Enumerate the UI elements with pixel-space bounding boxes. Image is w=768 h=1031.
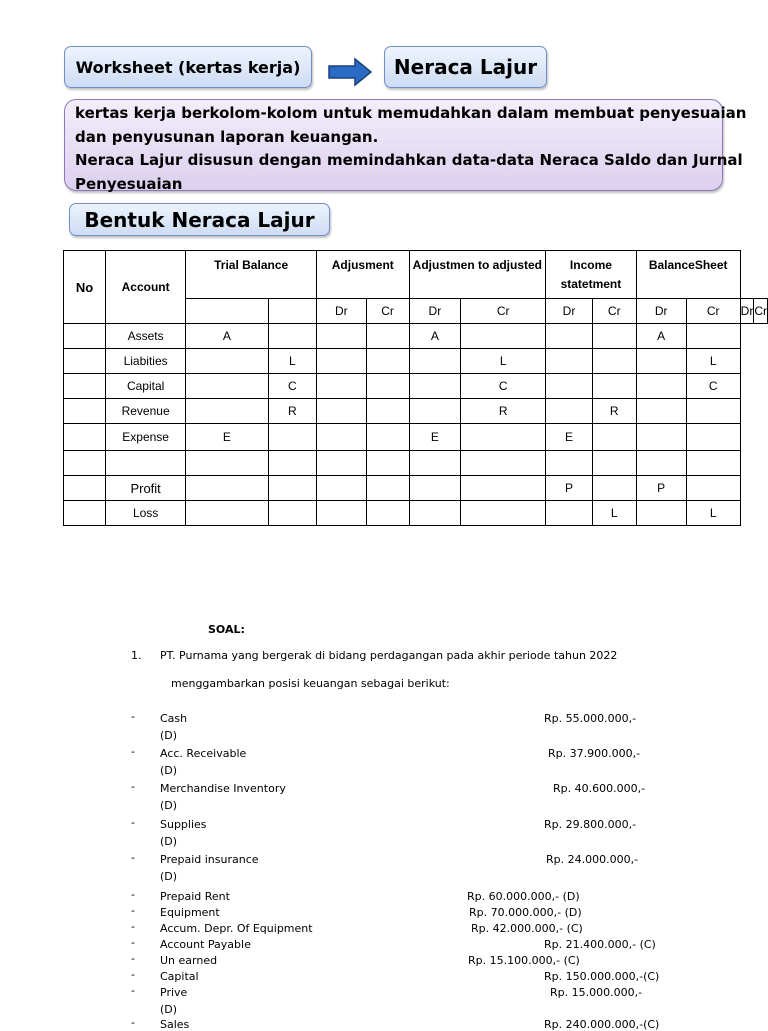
- item-name: Capital: [160, 970, 199, 983]
- item-amount: Rp. 240.000.000,-(C): [544, 1018, 660, 1031]
- dr-header: Dr: [409, 299, 461, 324]
- bullet: -: [131, 1016, 135, 1029]
- value-cell: L: [686, 501, 740, 526]
- value-cell: P: [546, 476, 593, 501]
- item-name: Accum. Depr. Of Equipment: [160, 922, 313, 935]
- bullet: -: [131, 888, 135, 901]
- account-cell: Assets: [105, 324, 185, 349]
- cr-header: Cr: [461, 299, 546, 324]
- header-income-line1: Income: [569, 258, 612, 272]
- item-side: (D): [160, 729, 178, 742]
- account-cell: Loss: [105, 501, 185, 526]
- item-name: Account Payable: [160, 938, 251, 951]
- item-side: (D): [160, 1003, 178, 1016]
- section-title: Bentuk Neraca Lajur: [69, 203, 330, 236]
- item-side: (D): [160, 870, 178, 883]
- bullet: -: [131, 920, 135, 933]
- value-cell: L: [268, 349, 317, 374]
- item-amount: Rp. 29.800.000,-: [544, 818, 637, 831]
- soal-title: SOAL:: [208, 623, 245, 636]
- bullet: -: [131, 984, 135, 997]
- item-name: Merchandise Inventory: [160, 782, 286, 795]
- item-amount: Rp. 21.400.000,- (C): [544, 938, 656, 951]
- item-name: Prepaid Rent: [160, 890, 230, 903]
- account-cell: Expense: [105, 424, 185, 451]
- cr-header: Cr: [592, 299, 636, 324]
- item-side: (D): [160, 764, 178, 777]
- value-cell: L: [461, 349, 546, 374]
- bullet: -: [131, 968, 135, 981]
- item-name: Acc. Receivable: [160, 747, 247, 760]
- account-cell: Capital: [105, 374, 185, 399]
- header-account: Account: [105, 251, 185, 324]
- value-cell: R: [268, 399, 317, 424]
- question-line: menggambarkan posisi keuangan sebagai berikut:: [171, 677, 450, 690]
- header-adjusted: Adjustmen to adjusted: [409, 251, 546, 299]
- header-no: No: [64, 251, 106, 324]
- cr-header: Cr: [686, 299, 740, 324]
- item-name: Un earned: [160, 954, 218, 967]
- value-cell: A: [409, 324, 461, 349]
- item-name: Equipment: [160, 906, 220, 919]
- dr-header: Dr: [546, 299, 593, 324]
- item-amount: Rp. 55.000.000,-: [544, 712, 637, 725]
- item-name: Sales: [160, 1018, 190, 1031]
- question-number: 1.: [131, 649, 142, 662]
- description-line: kertas kerja berkolom-kolom untuk memudahkan dalam membuat penyesuaian: [75, 104, 747, 122]
- value-cell: P: [636, 476, 686, 501]
- account-cell: Profit: [105, 476, 185, 501]
- item-name: Prive: [160, 986, 188, 999]
- value-cell: L: [686, 349, 740, 374]
- account-cell: Revenue: [105, 399, 185, 424]
- neraca-lajur-label: Neraca Lajur: [384, 46, 547, 88]
- dr-header: Dr: [740, 299, 754, 324]
- bullet: -: [131, 745, 135, 758]
- header-income-line2: statetment: [560, 277, 622, 291]
- value-cell: C: [686, 374, 740, 399]
- bullet: -: [131, 936, 135, 949]
- bullet: -: [131, 816, 135, 829]
- value-cell: A: [636, 324, 686, 349]
- value-cell: A: [186, 324, 268, 349]
- value-cell: C: [461, 374, 546, 399]
- item-name: Supplies: [160, 818, 207, 831]
- question-line: PT. Purnama yang bergerak di bidang perdagangan pada akhir periode tahun 2022: [160, 649, 618, 662]
- cr-header: Cr: [366, 299, 409, 324]
- value-cell: R: [592, 399, 636, 424]
- item-amount: Rp. 70.000.000,- (D): [469, 906, 582, 919]
- worksheet-label: Worksheet (kertas kerja): [64, 46, 312, 88]
- bullet: -: [131, 851, 135, 864]
- value-cell: L: [592, 501, 636, 526]
- value-cell: E: [186, 424, 268, 451]
- header-balance-sheet: BalanceSheet: [636, 251, 740, 299]
- item-amount: Rp. 24.000.000,-: [546, 853, 639, 866]
- item-amount: Rp. 37.900.000,-: [548, 747, 641, 760]
- description-line: Penyesuaian: [75, 174, 183, 193]
- item-amount: Rp. 60.000.000,- (D): [467, 890, 580, 903]
- bullet: -: [131, 710, 135, 723]
- account-cell: Liabities: [105, 349, 185, 374]
- bullet: -: [131, 904, 135, 917]
- item-name: Cash: [160, 712, 188, 725]
- description-line: dan penyusunan laporan keuangan.: [75, 127, 379, 146]
- value-cell: E: [409, 424, 461, 451]
- value-cell: E: [546, 424, 593, 451]
- item-amount: Rp. 42.000.000,- (C): [471, 922, 583, 935]
- item-amount: Rp. 15.000.000,-: [550, 986, 643, 999]
- description-line: Neraca Lajur disusun dengan memindahkan data-data Neraca Saldo dan Jurnal: [75, 151, 743, 169]
- item-name: Prepaid insurance: [160, 853, 259, 866]
- item-amount: Rp. 150.000.000,-(C): [544, 970, 660, 983]
- item-side: (D): [160, 835, 178, 848]
- header-trial-balance: Trial Balance: [186, 251, 317, 299]
- cr-header: Cr: [754, 299, 768, 324]
- item-side: (D): [160, 799, 178, 812]
- dr-header: Dr: [317, 299, 367, 324]
- bullet: -: [131, 780, 135, 793]
- value-cell: C: [268, 374, 317, 399]
- value-cell: R: [461, 399, 546, 424]
- item-amount: Rp. 40.600.000,-: [553, 782, 646, 795]
- header-adjusment: Adjusment: [317, 251, 409, 299]
- bullet: -: [131, 952, 135, 965]
- dr-header: Dr: [636, 299, 686, 324]
- item-amount: Rp. 15.100.000,- (C): [468, 954, 580, 967]
